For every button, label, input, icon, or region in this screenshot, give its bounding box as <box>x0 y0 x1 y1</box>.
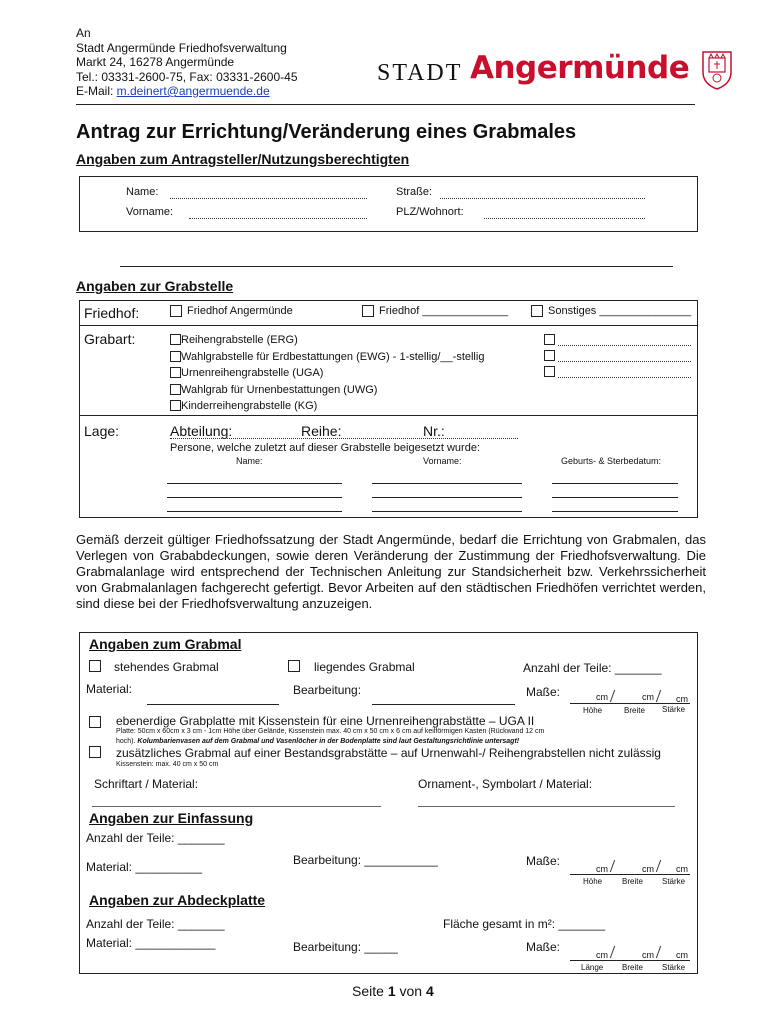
name-field[interactable] <box>170 198 367 199</box>
grabmal-masse-label: Maße: <box>526 685 561 699</box>
logo-name-text: Angermünde <box>470 50 690 86</box>
friedhof-option-label: Sonstiges _______________ <box>548 305 692 317</box>
schriftart-field[interactable] <box>92 806 381 807</box>
section-heading-abdeckplatte: Angaben zur Abdeckplatte <box>89 892 266 908</box>
grabmal-material-field[interactable] <box>147 704 279 705</box>
grabart-option-kg[interactable]: Kinderreihengrabstelle (KG) <box>170 398 484 415</box>
strasse-field[interactable] <box>440 198 645 199</box>
abdeckplatte-masse-label: Maße: <box>526 940 561 954</box>
abdeckplatte-flaeche[interactable]: Fläche gesamt in m²: _______ <box>443 917 606 931</box>
grabart-extra-field[interactable] <box>558 361 691 362</box>
kissenstein-info: Kissenstein: max. 40 cm x 50 cm <box>116 761 219 768</box>
antragsteller-box <box>79 176 698 232</box>
lage-field[interactable] <box>170 438 518 439</box>
grabart-label: Grabart: <box>84 331 136 347</box>
grabart-extra-checkbox[interactable] <box>544 366 555 377</box>
grabart-option-uga[interactable]: Urnenreihengrabstelle (UGA) <box>170 365 484 382</box>
abdeckplatte-masse-fields[interactable]: cm cm cm Länge Breite Stärke <box>570 946 690 974</box>
grabart-option-erg[interactable]: Reihengrabstelle (ERG) <box>170 332 484 349</box>
address-line: Stadt Angermünde Friedhofsverwaltung <box>76 40 287 55</box>
einfassung-masse-label: Maße: <box>526 854 561 868</box>
grabart-extra-field[interactable] <box>558 377 691 378</box>
abdeckplatte-anzahl[interactable]: Anzahl der Teile: _______ <box>86 917 225 931</box>
sonstiges-checkbox[interactable] <box>531 305 543 317</box>
page-title: Antrag zur Errichtung/Veränderung eines Grabmales <box>76 121 577 143</box>
person-vorname-field[interactable] <box>372 497 522 498</box>
ebenerdig-checkbox[interactable] <box>89 716 101 728</box>
ebenerdig-label: ebenerdige Grabplatte mit Kissenstein für eine Urnenreihengrabstätte – UGA II <box>116 714 535 728</box>
friedhof-option-label: Friedhof Angermünde <box>187 305 293 317</box>
grabart-extra-field[interactable] <box>558 345 691 346</box>
vorname-label: Vorname: <box>126 206 174 218</box>
grabstelle-row-divider <box>79 415 698 416</box>
person-dates-field[interactable] <box>552 497 678 498</box>
grabstelle-row-divider <box>79 325 698 326</box>
header-divider <box>76 104 695 105</box>
person-dates-field[interactable] <box>552 483 678 484</box>
grabmal-bearbeitung-field[interactable] <box>372 704 515 705</box>
platte-info: Platte: 50cm x 60cm x 3 cm - 1cm Höhe über Gelände, Kissenstein max. 40 cm x 50 cm x 6 cm auf keilförmigen Kasten (Rückwand 12 cm <box>116 728 545 735</box>
grabart-options <box>170 332 484 415</box>
grabmal-masse-fields[interactable]: cm cm cm Höhe Breite Stärke <box>570 690 690 720</box>
address-block <box>76 26 298 99</box>
grabmal-anzahl[interactable]: Anzahl der Teile: _______ <box>523 661 662 675</box>
reihe-label: Reihe: <box>301 423 342 439</box>
col-vorname-label: Vorname: <box>423 456 462 466</box>
nr-label: Nr.: <box>423 423 445 439</box>
ornament-field[interactable] <box>418 806 675 807</box>
person-vorname-field[interactable] <box>372 483 522 484</box>
person-name-field[interactable] <box>167 483 342 484</box>
email-line: E-Mail: m.deinert@angermuende.de <box>76 84 270 98</box>
section-heading-grabmal: Angaben zum Grabmal <box>89 636 242 652</box>
grabart-extra-checkbox[interactable] <box>544 334 555 345</box>
person-name-field[interactable] <box>167 511 342 512</box>
zusaetzlich-checkbox[interactable] <box>89 746 101 758</box>
grabart-option-ewg[interactable]: Wahlgrabstelle für Erdbestattungen (EWG) - 1-stellig/__-stellig <box>170 349 484 366</box>
stehendes-checkbox[interactable] <box>89 660 101 672</box>
platte-info-2: hoch). Kolumbarienvasen auf dem Grabmal und Vasenlöcher in der Bodenplatte sind laut Gestaltungsrichtlinie untersagt! <box>116 738 520 745</box>
grabart-extra-checkbox[interactable] <box>544 350 555 361</box>
vorname-field[interactable] <box>189 218 367 219</box>
liegendes-label: liegendes Grabmal <box>314 660 415 674</box>
grabart-checkbox[interactable] <box>170 367 181 378</box>
friedhof-other-checkbox[interactable] <box>362 305 374 317</box>
abteilung-label: Abteilung: <box>170 423 233 439</box>
strasse-label: Straße: <box>396 186 433 198</box>
col-name-label: Name: <box>236 456 263 466</box>
plz-label: PLZ/Wohnort: <box>396 206 464 218</box>
schriftart-label: Schriftart / Material: <box>94 777 199 791</box>
person-name-field[interactable] <box>167 497 342 498</box>
address-line: Tel.: 03331-2600-75, Fax: 03331-2600-45 <box>76 69 298 84</box>
signature-line[interactable] <box>120 266 673 267</box>
ornament-label: Ornament-, Symbolart / Material: <box>418 777 593 791</box>
einfassung-anzahl[interactable]: Anzahl der Teile: _______ <box>86 831 225 845</box>
person-vorname-field[interactable] <box>372 511 522 512</box>
person-dates-field[interactable] <box>552 511 678 512</box>
lage-label: Lage: <box>84 423 120 439</box>
plz-field[interactable] <box>484 218 645 219</box>
grabart-checkbox[interactable] <box>170 400 181 411</box>
col-dates-label: Geburts- & Sterbedatum: <box>561 456 662 466</box>
grabart-option-uwg[interactable]: Wahlgrab für Urnenbestattungen (UWG) <box>170 382 484 399</box>
abdeckplatte-bearbeitung[interactable]: Bearbeitung: _____ <box>293 940 398 954</box>
name-label: Name: <box>126 186 159 198</box>
grabart-checkbox[interactable] <box>170 351 181 362</box>
einfassung-masse-fields[interactable]: cm cm cm Höhe Breite Stärke <box>570 860 690 890</box>
zusaetzlich-label: zusätzliches Grabmal auf einer Bestandsgrabstätte – auf Urnenwahl-/ Reihengrabstellen nicht zulässig <box>116 746 661 760</box>
grabmal-material-label: Material: <box>86 682 133 696</box>
einfassung-bearbeitung[interactable]: Bearbeitung: ___________ <box>293 853 438 867</box>
friedhof-option-label: Friedhof ______________ <box>379 305 509 317</box>
stehendes-label: stehendes Grabmal <box>114 660 219 674</box>
person-text: Persone, welche zuletzt auf dieser Grabstelle beigesetzt wurde: <box>170 442 480 454</box>
friedhof-label: Friedhof: <box>84 305 140 321</box>
friedhof-angermuende-checkbox[interactable] <box>170 305 182 317</box>
address-line: An <box>76 26 91 40</box>
section-heading-einfassung: Angaben zur Einfassung <box>89 810 254 826</box>
abdeckplatte-material[interactable]: Material: ____________ <box>86 936 216 950</box>
city-crest-icon <box>700 48 734 90</box>
grabart-checkbox[interactable] <box>170 334 181 345</box>
address-line: Markt 24, 16278 Angermünde <box>76 55 235 69</box>
grabmal-bearbeitung-label: Bearbeitung: <box>293 683 362 697</box>
section-heading-antragsteller: Angaben zum Antragsteller/Nutzungsberechtigten <box>76 151 410 167</box>
email-link[interactable]: m.deinert@angermuende.de <box>116 84 270 98</box>
page-number: Seite 1 von 4 <box>352 983 434 999</box>
info-paragraph: Gemäß derzeit gültiger Friedhofssatzung der Stadt Angermünde, bedarf die Errichtung von Grabmalen, das Verlegen von Grababdeckungen, sowie deren Veränderung der Zustimmung der Friedhofsverwaltung. Die Grabmalanlage wird entsprechend der Technischen Anleitung zur Standsicherheit bzw. Verkehrssicherheit von Grabmalanlagen fachgerecht gefertigt. Bevor Arbeiten auf den städtischen Friedhöfen verrichtet werden, sind diese bei der Friedhofsverwaltung anzuzeigen. <box>76 532 706 611</box>
section-heading-grabstelle: Angaben zur Grabstelle <box>76 278 234 294</box>
logo-stadt-text: STADT <box>377 60 463 86</box>
einfassung-material[interactable]: Material: __________ <box>86 860 203 874</box>
grabart-checkbox[interactable] <box>170 384 181 395</box>
liegendes-checkbox[interactable] <box>288 660 300 672</box>
